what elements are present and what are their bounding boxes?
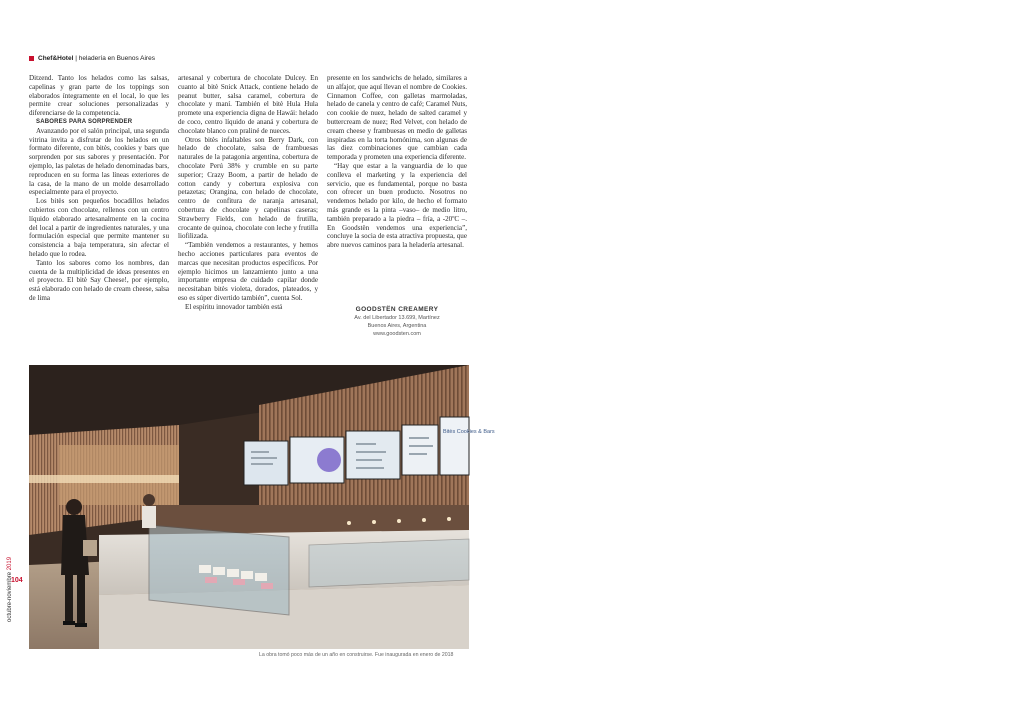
- magazine-brand: Chef&Hotel: [38, 55, 74, 62]
- venue-info-box: [327, 306, 467, 338]
- text-column-2: [178, 74, 318, 312]
- store-interior-illustration: [29, 365, 495, 649]
- paragraph: Otros bitès infaltables son Berry Dark, con helado de chocolate, salsa de frambuesas naturales de la patagonia argentina, cobertura de chocolate Perú 38% y crumble en su parte superior; Crazy Boom, a partir de helado de cotton candy y cobertura explosiva con petazetas; Orangina, con helado de chocolate, centro de confitura de naranja artesanal, cobertura de chocolate y capelinas caseras; Strawberry Fields, con helado de frutilla, crocante de quinoa, chocolate con leche y frutilla liofilizada.: [178, 135, 318, 241]
- sign-text: Bitès Cookies & Bars: [443, 429, 495, 435]
- venue-website: www.goodsten.com: [373, 331, 421, 337]
- paragraph: artesanal y cobertura de chocolate Dulcey. En cuanto al bitè Snick Attack, contiene helado de peanut butter, salsa caramel, cobertura de chocolate y maní. También el bitè Hula Hula promete una experiencia digna de Hawái: helado de coco, centro líquido de ananá y cobertura de chocolate blanco con praliné de nueces.: [178, 74, 318, 135]
- paragraph: Tanto los sabores como los nombres, dan cuenta de la multiplicidad de ideas presentes en el proyecto. El bitè Say Cheese!, por ejemplo, está elaborado con helado de cream cheese, salsa de lima: [29, 258, 169, 302]
- venue-address: Av. del Libertador 13.699, Martínez: [354, 315, 440, 321]
- paragraph: presente en los sandwichs de helado, similares a un alfajor, que aquí llevan el nombre de Cookies. Cinnamon Coffee, con galletas marmoladas, helado de canela y centro de café; Caramel Nuts, con cookie de nuez, helado de salted caramel y buttercream de nuez; Red Velvet, con helado de cream cheese y frambuesas en medio de galletas inspiradas en la torta homónima, son algunas de las diez combinaciones que cambian cada temporada y prometen una experiencia diferente.: [327, 74, 467, 162]
- page-header: [29, 55, 155, 62]
- paragraph: Avanzando por el salón principal, una segunda vitrina invita a disfrutar de los helados en un formato diferente, con bitès, cookies y bars que sorprenden por sus sabores y presentación. Por ejemplo, las paletas de helado denominadas bars, reproducen en su forma las líneas exteriores de la casa, de la mano de un molde desarrollado especialmente para el proyecto.: [29, 126, 169, 197]
- paragraph: El espíritu innovador también está: [185, 302, 283, 311]
- subheading: SABORES PARA SORPRENDER: [36, 118, 133, 125]
- paragraph: “Hay que estar a la vanguardia de lo que conlleva el marketing y la experiencia del servicio, que es fundamental, porque no basta con ofrecer un buen producto. Nosotros no vendemos helado por kilo, de hecho el formato más grande es la pinta –vaso– de medio litro, también preparado a la piedra – fría, a -20ºC –. En Goodstën vendemos una experiencia”, concluye la socia de esta atractiva propuesta, que abre nuevos caminos para la heladería artesanal.: [327, 161, 467, 250]
- section-marker: [29, 56, 34, 61]
- edition-year: 2019: [7, 556, 13, 571]
- edition-months: octubre-noviembre: [7, 571, 13, 622]
- page-number: 104: [11, 577, 23, 584]
- paragraph: “También vendemos a restaurantes, y hemos hecho acciones particulares para eventos de marcas que necesitan productos específicos. Por ejemplo hicimos un lanzamiento junto a una importante empresa de cuidado capilar donde necesitaban bitès violeta, dorados, plateados, y eso es súper divertido también”, cuenta Sol.: [178, 241, 318, 302]
- header-separator: |: [75, 55, 77, 62]
- store-interior-photo: [29, 365, 495, 649]
- header-section: heladería en Buenos Aires: [78, 55, 155, 62]
- text-column-3: [327, 74, 467, 250]
- edition-label: [7, 557, 13, 622]
- paragraph: Los bitès son pequeños bocadillos helados cubiertos con chocolate, rellenos con un centro líquido elaborado artesanalmente en la cocina del local a partir de ingredientes naturales, y una formulación especial que permite mantener su consistencia a baja temperatura, sin afectar el helado que lo rodea.: [29, 197, 169, 258]
- venue-name: GOODSTËN CREAMERY: [355, 306, 439, 313]
- paragraph: Ditzend. Tanto los helados como las salsas, capelinas y gran parte de los toppings son elaborados íntegramente en el local, lo que les permite crear soluciones personalizadas y diferenciarse de la competencia.: [29, 74, 169, 118]
- venue-city: Buenos Aires, Argentina: [367, 323, 427, 329]
- photo-caption: La obra tomó poco más de un año en construirse. Fue inaugurada en enero de 2018: [259, 652, 454, 658]
- text-column-1: [29, 74, 169, 303]
